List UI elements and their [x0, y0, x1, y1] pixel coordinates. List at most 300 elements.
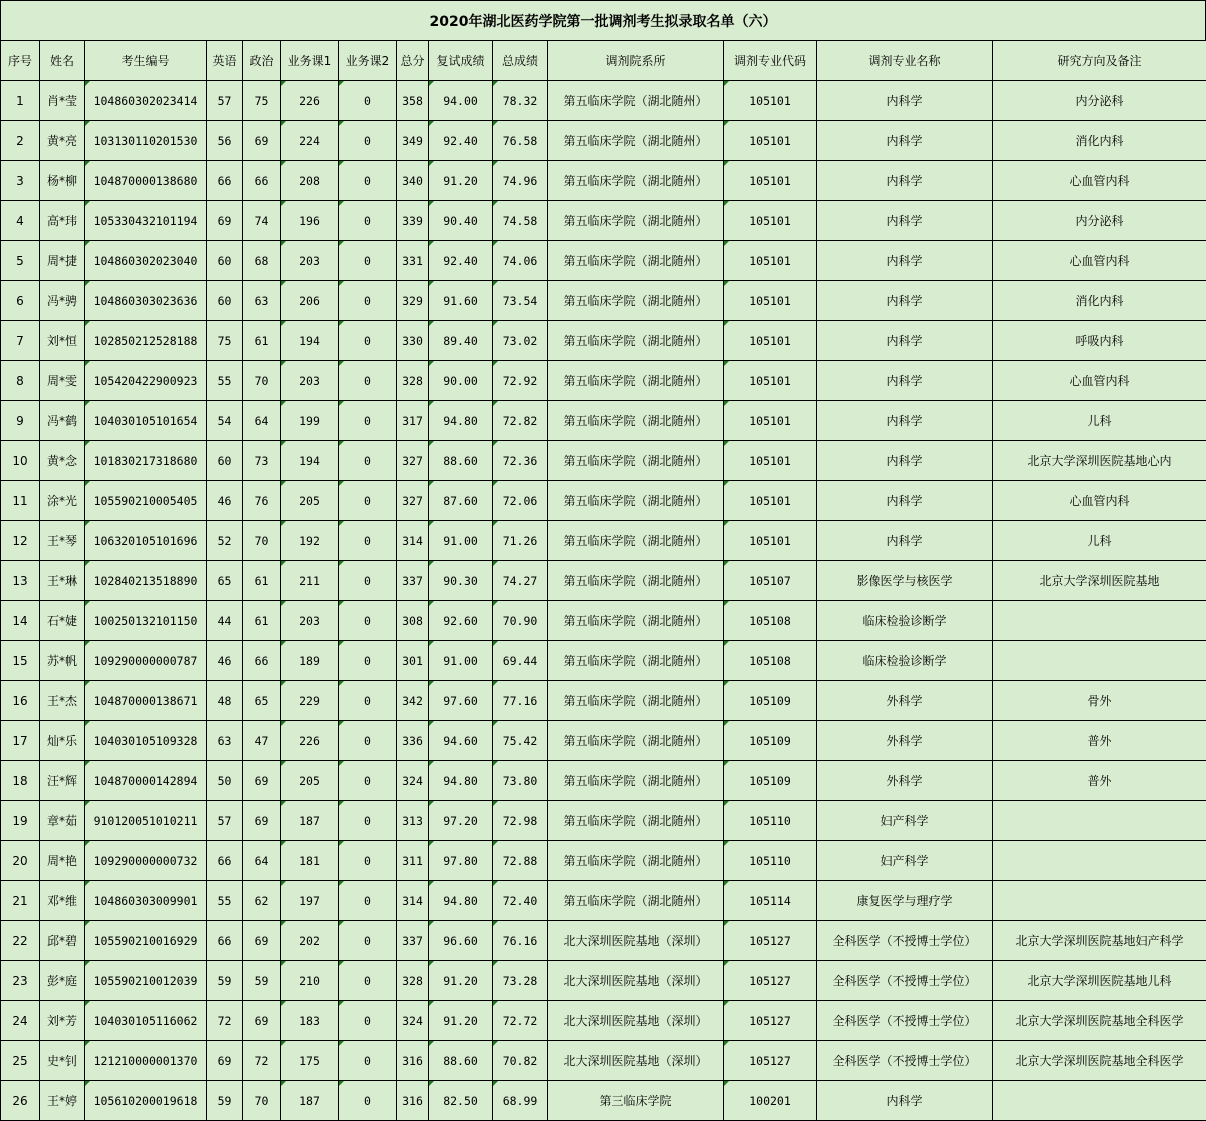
cell-retest: 97.80	[429, 841, 493, 881]
cell-total: 328	[397, 961, 429, 1001]
cell-direction	[993, 801, 1206, 841]
cell-seq: 26	[1, 1081, 40, 1121]
cell-subject1: 187	[281, 801, 339, 841]
table-row	[1, 241, 1206, 281]
cell-english: 57	[207, 801, 243, 841]
cell-politics: 62	[243, 881, 281, 921]
cell-subject1: 194	[281, 441, 339, 481]
cell-total: 301	[397, 641, 429, 681]
cell-seq: 11	[1, 481, 40, 521]
cell-major-name: 内科学	[817, 521, 993, 561]
cell-direction: 北京大学深圳医院基地	[993, 561, 1206, 601]
cell-politics: 64	[243, 401, 281, 441]
cell-seq: 8	[1, 361, 40, 401]
cell-department: 第五临床学院（湖北随州）	[548, 841, 724, 881]
cell-total: 329	[397, 281, 429, 321]
cell-subject2: 0	[339, 441, 397, 481]
cell-major-name: 内科学	[817, 401, 993, 441]
cell-total: 317	[397, 401, 429, 441]
cell-candidate-id: 104870000138671	[85, 681, 207, 721]
cell-major-name: 内科学	[817, 1081, 993, 1121]
header-total: 总分	[397, 41, 429, 81]
cell-retest: 89.40	[429, 321, 493, 361]
cell-retest: 90.30	[429, 561, 493, 601]
cell-seq: 21	[1, 881, 40, 921]
cell-english: 60	[207, 441, 243, 481]
cell-department: 第五临床学院（湖北随州）	[548, 201, 724, 241]
cell-direction	[993, 841, 1206, 881]
cell-name: 冯*鹤	[40, 401, 85, 441]
cell-politics: 65	[243, 681, 281, 721]
cell-subject1: 196	[281, 201, 339, 241]
cell-total: 316	[397, 1081, 429, 1121]
cell-name: 邓*维	[40, 881, 85, 921]
cell-politics: 70	[243, 521, 281, 561]
cell-name: 刘*芳	[40, 1001, 85, 1041]
cell-subject2: 0	[339, 721, 397, 761]
cell-subject2: 0	[339, 481, 397, 521]
cell-politics: 63	[243, 281, 281, 321]
header-candidate-id: 考生编号	[85, 41, 207, 81]
cell-major-code: 105109	[724, 681, 817, 721]
cell-seq: 20	[1, 841, 40, 881]
cell-total: 337	[397, 921, 429, 961]
cell-name: 肖*莹	[40, 81, 85, 121]
cell-seq: 17	[1, 721, 40, 761]
cell-major-name: 康复医学与理疗学	[817, 881, 993, 921]
cell-major-name: 妇产科学	[817, 801, 993, 841]
cell-subject1: 211	[281, 561, 339, 601]
cell-retest: 94.80	[429, 401, 493, 441]
cell-name: 冯*骋	[40, 281, 85, 321]
cell-subject1: 224	[281, 121, 339, 161]
cell-seq: 13	[1, 561, 40, 601]
cell-english: 72	[207, 1001, 243, 1041]
cell-english: 55	[207, 361, 243, 401]
cell-major-code: 105127	[724, 961, 817, 1001]
cell-final: 72.88	[493, 841, 548, 881]
cell-retest: 91.00	[429, 641, 493, 681]
cell-major-name: 影像医学与核医学	[817, 561, 993, 601]
cell-seq: 3	[1, 161, 40, 201]
cell-final: 72.98	[493, 801, 548, 841]
cell-english: 66	[207, 841, 243, 881]
cell-total: 337	[397, 561, 429, 601]
cell-major-code: 105101	[724, 81, 817, 121]
header-retest: 复试成绩	[429, 41, 493, 81]
cell-direction: 心血管内科	[993, 481, 1206, 521]
cell-major-code: 105110	[724, 801, 817, 841]
cell-department: 第五临床学院（湖北随州）	[548, 681, 724, 721]
cell-politics: 76	[243, 481, 281, 521]
cell-name: 黄*亮	[40, 121, 85, 161]
cell-department: 第五临床学院（湖北随州）	[548, 81, 724, 121]
table-row	[1, 281, 1206, 321]
table-row	[1, 641, 1206, 681]
cell-name: 刘*恒	[40, 321, 85, 361]
cell-retest: 91.20	[429, 161, 493, 201]
header-major-code: 调剂专业代码	[724, 41, 817, 81]
cell-english: 54	[207, 401, 243, 441]
cell-final: 74.58	[493, 201, 548, 241]
cell-politics: 73	[243, 441, 281, 481]
cell-total: 327	[397, 441, 429, 481]
cell-retest: 94.00	[429, 81, 493, 121]
cell-seq: 6	[1, 281, 40, 321]
cell-major-name: 内科学	[817, 361, 993, 401]
cell-subject2: 0	[339, 241, 397, 281]
cell-total: 313	[397, 801, 429, 841]
cell-seq: 10	[1, 441, 40, 481]
cell-major-code: 105108	[724, 601, 817, 641]
header-english: 英语	[207, 41, 243, 81]
cell-subject2: 0	[339, 601, 397, 641]
cell-name: 章*茹	[40, 801, 85, 841]
cell-english: 69	[207, 1041, 243, 1081]
cell-final: 77.16	[493, 681, 548, 721]
cell-major-code: 105127	[724, 1001, 817, 1041]
header-subject1: 业务课1	[281, 41, 339, 81]
cell-direction: 北京大学深圳医院基地妇产科学	[993, 921, 1206, 961]
cell-seq: 7	[1, 321, 40, 361]
table-row	[1, 921, 1206, 961]
cell-subject1: 189	[281, 641, 339, 681]
cell-department: 第五临床学院（湖北随州）	[548, 481, 724, 521]
cell-seq: 19	[1, 801, 40, 841]
cell-subject1: 181	[281, 841, 339, 881]
cell-name: 周*艳	[40, 841, 85, 881]
header-row	[1, 41, 1206, 81]
cell-direction: 北京大学深圳医院基地心内	[993, 441, 1206, 481]
cell-subject2: 0	[339, 761, 397, 801]
cell-candidate-id: 101830217318680	[85, 441, 207, 481]
table-row	[1, 321, 1206, 361]
cell-english: 52	[207, 521, 243, 561]
cell-subject1: 202	[281, 921, 339, 961]
cell-retest: 87.60	[429, 481, 493, 521]
cell-name: 邱*碧	[40, 921, 85, 961]
cell-direction	[993, 601, 1206, 641]
cell-english: 66	[207, 161, 243, 201]
cell-english: 48	[207, 681, 243, 721]
cell-final: 78.32	[493, 81, 548, 121]
cell-department: 第五临床学院（湖北随州）	[548, 521, 724, 561]
cell-subject2: 0	[339, 321, 397, 361]
cell-english: 60	[207, 241, 243, 281]
cell-politics: 72	[243, 1041, 281, 1081]
header-direction: 研究方向及备注	[993, 41, 1206, 81]
cell-candidate-id: 105330432101194	[85, 201, 207, 241]
cell-retest: 96.60	[429, 921, 493, 961]
cell-major-code: 105107	[724, 561, 817, 601]
cell-final: 70.82	[493, 1041, 548, 1081]
cell-direction: 内分泌科	[993, 201, 1206, 241]
cell-subject1: 229	[281, 681, 339, 721]
cell-major-name: 内科学	[817, 321, 993, 361]
cell-candidate-id: 104860303009901	[85, 881, 207, 921]
cell-direction: 消化内科	[993, 121, 1206, 161]
cell-subject2: 0	[339, 521, 397, 561]
cell-seq: 15	[1, 641, 40, 681]
table-row	[1, 521, 1206, 561]
cell-seq: 1	[1, 81, 40, 121]
cell-major-name: 内科学	[817, 161, 993, 201]
cell-candidate-id: 106320105101696	[85, 521, 207, 561]
cell-major-code: 105101	[724, 361, 817, 401]
cell-retest: 94.60	[429, 721, 493, 761]
cell-department: 第五临床学院（湖北随州）	[548, 441, 724, 481]
cell-subject1: 210	[281, 961, 339, 1001]
cell-candidate-id: 109290000000732	[85, 841, 207, 881]
cell-total: 342	[397, 681, 429, 721]
cell-major-name: 全科医学（不授博士学位）	[817, 961, 993, 1001]
cell-major-code: 105127	[724, 921, 817, 961]
cell-name: 高*玮	[40, 201, 85, 241]
header-department: 调剂院系所	[548, 41, 724, 81]
cell-candidate-id: 104860303023636	[85, 281, 207, 321]
cell-final: 73.54	[493, 281, 548, 321]
cell-candidate-id: 109290000000787	[85, 641, 207, 681]
cell-politics: 75	[243, 81, 281, 121]
cell-politics: 70	[243, 1081, 281, 1121]
cell-name: 黄*念	[40, 441, 85, 481]
table-row	[1, 721, 1206, 761]
cell-major-code: 105101	[724, 321, 817, 361]
cell-candidate-id: 104860302023040	[85, 241, 207, 281]
cell-candidate-id: 105610200019618	[85, 1081, 207, 1121]
cell-english: 63	[207, 721, 243, 761]
cell-seq: 5	[1, 241, 40, 281]
cell-retest: 97.20	[429, 801, 493, 841]
cell-subject1: 187	[281, 1081, 339, 1121]
admission-table	[0, 40, 1206, 1121]
cell-candidate-id: 105590210016929	[85, 921, 207, 961]
cell-major-code: 105127	[724, 1041, 817, 1081]
cell-major-name: 妇产科学	[817, 841, 993, 881]
cell-politics: 61	[243, 601, 281, 641]
cell-direction: 儿科	[993, 521, 1206, 561]
cell-name: 周*雯	[40, 361, 85, 401]
table-row	[1, 161, 1206, 201]
cell-direction: 呼吸内科	[993, 321, 1206, 361]
header-seq: 序号	[1, 41, 40, 81]
cell-candidate-id: 121210000001370	[85, 1041, 207, 1081]
cell-politics: 61	[243, 321, 281, 361]
cell-retest: 94.80	[429, 881, 493, 921]
cell-candidate-id: 105590210005405	[85, 481, 207, 521]
cell-major-code: 105101	[724, 121, 817, 161]
cell-candidate-id: 104030105101654	[85, 401, 207, 441]
cell-retest: 92.40	[429, 121, 493, 161]
cell-direction: 心血管内科	[993, 161, 1206, 201]
cell-major-code: 105101	[724, 241, 817, 281]
cell-major-name: 内科学	[817, 481, 993, 521]
cell-politics: 69	[243, 801, 281, 841]
cell-politics: 66	[243, 161, 281, 201]
cell-department: 第五临床学院（湖北随州）	[548, 161, 724, 201]
cell-english: 75	[207, 321, 243, 361]
cell-candidate-id: 104030105116062	[85, 1001, 207, 1041]
cell-major-code: 105108	[724, 641, 817, 681]
cell-name: 苏*帆	[40, 641, 85, 681]
cell-direction	[993, 641, 1206, 681]
cell-english: 44	[207, 601, 243, 641]
cell-total: 308	[397, 601, 429, 641]
sheet-title: 2020年湖北医药学院第一批调剂考生拟录取名单（六）	[0, 0, 1206, 40]
cell-total: 327	[397, 481, 429, 521]
cell-direction: 内分泌科	[993, 81, 1206, 121]
cell-total: 336	[397, 721, 429, 761]
cell-total: 328	[397, 361, 429, 401]
cell-final: 68.99	[493, 1081, 548, 1121]
cell-total: 314	[397, 521, 429, 561]
cell-seq: 4	[1, 201, 40, 241]
cell-candidate-id: 105590210012039	[85, 961, 207, 1001]
cell-subject2: 0	[339, 681, 397, 721]
cell-subject1: 203	[281, 241, 339, 281]
cell-english: 59	[207, 961, 243, 1001]
cell-seq: 16	[1, 681, 40, 721]
cell-candidate-id: 100250132101150	[85, 601, 207, 641]
cell-final: 73.80	[493, 761, 548, 801]
cell-politics: 68	[243, 241, 281, 281]
cell-english: 55	[207, 881, 243, 921]
cell-candidate-id: 103130110201530	[85, 121, 207, 161]
cell-department: 第五临床学院（湖北随州）	[548, 881, 724, 921]
cell-total: 349	[397, 121, 429, 161]
cell-politics: 66	[243, 641, 281, 681]
cell-major-code: 105101	[724, 521, 817, 561]
cell-subject1: 192	[281, 521, 339, 561]
cell-subject1: 206	[281, 281, 339, 321]
cell-direction: 北京大学深圳医院基地全科医学	[993, 1001, 1206, 1041]
cell-subject2: 0	[339, 161, 397, 201]
cell-major-code: 105114	[724, 881, 817, 921]
table-row	[1, 601, 1206, 641]
cell-major-code: 105109	[724, 761, 817, 801]
cell-english: 66	[207, 921, 243, 961]
cell-english: 46	[207, 481, 243, 521]
cell-retest: 97.60	[429, 681, 493, 721]
cell-politics: 70	[243, 361, 281, 401]
cell-english: 59	[207, 1081, 243, 1121]
cell-subject2: 0	[339, 1001, 397, 1041]
cell-direction	[993, 881, 1206, 921]
cell-name: 王*婷	[40, 1081, 85, 1121]
cell-final: 70.90	[493, 601, 548, 641]
cell-major-code: 105101	[724, 161, 817, 201]
cell-major-name: 临床检验诊断学	[817, 601, 993, 641]
cell-department: 北大深圳医院基地（深圳）	[548, 921, 724, 961]
cell-department: 第五临床学院（湖北随州）	[548, 801, 724, 841]
cell-subject2: 0	[339, 881, 397, 921]
cell-seq: 14	[1, 601, 40, 641]
cell-english: 60	[207, 281, 243, 321]
cell-subject1: 226	[281, 81, 339, 121]
cell-english: 65	[207, 561, 243, 601]
cell-department: 北大深圳医院基地（深圳）	[548, 1001, 724, 1041]
cell-politics: 69	[243, 761, 281, 801]
cell-total: 324	[397, 1001, 429, 1041]
cell-direction: 心血管内科	[993, 241, 1206, 281]
cell-final: 76.58	[493, 121, 548, 161]
cell-major-name: 全科医学（不授博士学位）	[817, 921, 993, 961]
cell-total: 330	[397, 321, 429, 361]
cell-subject2: 0	[339, 1081, 397, 1121]
cell-department: 第五临床学院（湖北随州）	[548, 561, 724, 601]
cell-final: 72.92	[493, 361, 548, 401]
header-final: 总成绩	[493, 41, 548, 81]
table-row	[1, 1001, 1206, 1041]
cell-major-code: 105101	[724, 201, 817, 241]
cell-politics: 59	[243, 961, 281, 1001]
cell-name: 王*琴	[40, 521, 85, 561]
cell-final: 74.96	[493, 161, 548, 201]
cell-politics: 47	[243, 721, 281, 761]
cell-direction: 普外	[993, 761, 1206, 801]
table-row	[1, 1041, 1206, 1081]
table-row	[1, 1081, 1206, 1121]
cell-retest: 88.60	[429, 1041, 493, 1081]
cell-politics: 69	[243, 921, 281, 961]
cell-retest: 91.20	[429, 1001, 493, 1041]
cell-english: 56	[207, 121, 243, 161]
cell-subject2: 0	[339, 121, 397, 161]
cell-subject2: 0	[339, 1041, 397, 1081]
cell-subject1: 183	[281, 1001, 339, 1041]
cell-retest: 90.00	[429, 361, 493, 401]
cell-total: 314	[397, 881, 429, 921]
cell-seq: 18	[1, 761, 40, 801]
cell-department: 第五临床学院（湖北随州）	[548, 641, 724, 681]
table-row	[1, 121, 1206, 161]
cell-total: 311	[397, 841, 429, 881]
cell-major-name: 外科学	[817, 761, 993, 801]
cell-name: 王*琳	[40, 561, 85, 601]
cell-subject2: 0	[339, 641, 397, 681]
cell-total: 340	[397, 161, 429, 201]
cell-retest: 90.40	[429, 201, 493, 241]
header-name: 姓名	[40, 41, 85, 81]
cell-name: 王*杰	[40, 681, 85, 721]
cell-final: 72.82	[493, 401, 548, 441]
cell-seq: 9	[1, 401, 40, 441]
cell-politics: 74	[243, 201, 281, 241]
cell-candidate-id: 104860302023414	[85, 81, 207, 121]
cell-direction: 骨外	[993, 681, 1206, 721]
cell-department: 第五临床学院（湖北随州）	[548, 281, 724, 321]
cell-department: 第五临床学院（湖北随州）	[548, 601, 724, 641]
cell-direction: 消化内科	[993, 281, 1206, 321]
cell-total: 331	[397, 241, 429, 281]
cell-major-name: 内科学	[817, 241, 993, 281]
cell-direction: 北京大学深圳医院基地全科医学	[993, 1041, 1206, 1081]
cell-total: 339	[397, 201, 429, 241]
cell-subject1: 203	[281, 601, 339, 641]
cell-final: 74.06	[493, 241, 548, 281]
cell-final: 72.72	[493, 1001, 548, 1041]
cell-department: 第五临床学院（湖北随州）	[548, 121, 724, 161]
table-row	[1, 681, 1206, 721]
cell-department: 第五临床学院（湖北随州）	[548, 321, 724, 361]
cell-major-name: 内科学	[817, 441, 993, 481]
cell-retest: 91.20	[429, 961, 493, 1001]
cell-final: 74.27	[493, 561, 548, 601]
cell-politics: 64	[243, 841, 281, 881]
cell-retest: 91.00	[429, 521, 493, 561]
cell-major-code: 105101	[724, 481, 817, 521]
cell-retest: 88.60	[429, 441, 493, 481]
